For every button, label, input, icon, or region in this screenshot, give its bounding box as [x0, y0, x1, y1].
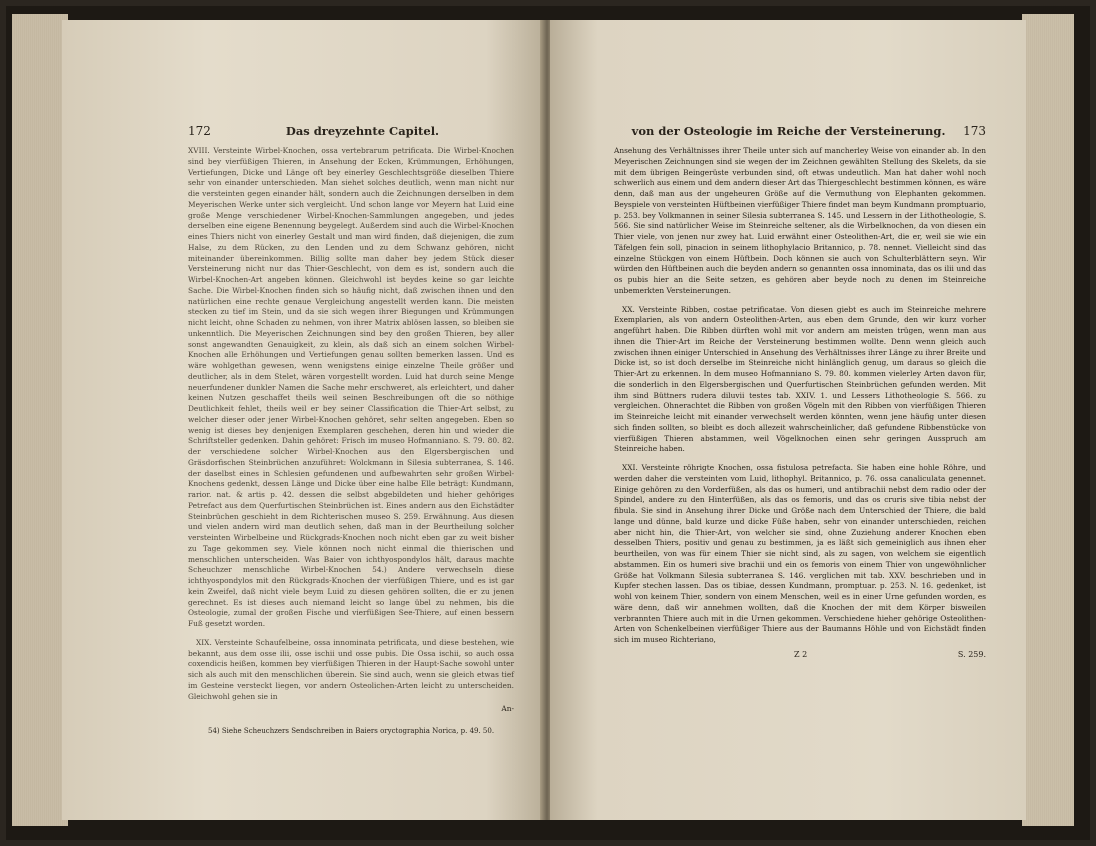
right-paragraph-cont: Ansehung des Verhältnisses ihrer Theile unter sich auf mancherley Weise von einander ab. In den Meyerischen Zeichnungen sind sie wegen der im Zeichnen gewählten Stellung des Skelets, da sie mit dem übrigen Beingerüste verbunden sind, oft etwas undeutlich. Man hat daher wohl noch schwerlich aus einem und dem andern dieser Art das Thiergeschlecht bestimmen können, es wäre denn, daß man aus der ungeheuren Größe auf die Vermuthung von Elephanten gekommen. Beyspiele von versteinten Hüftbeinen vierfüßiger Thiere findet man beym Kundmann promptuario, p. 253. bey Volkmannen in seiner Silesia subterranea S. 145. und Lessern in der Lithotheologie, S. 566. Sie sind natürlicher Weise im Steinreiche seltener, als die Wirbelknochen, da von diesen ein Thier viele, von jenen nur zwey hat. Luid erwähnt einer Osteolithen-Art, die er, weil sie wie ein Täfelgen fein soll, pinacion in seinem lithophylacio Britannico, p. 78. nennet. Vielleicht sind das einzelne Stückgen von einem Hüftbein. Doch können sie auch von Schulterblättern seyn. Wir würden den Hüftbeinen auch die beyden andern so genannten ossa innominata, das os ilii und das os pubis hier an die Seite setzen, es gehören aber beyde noch zu denen im Steinreiche unbemerkten Versteinerungen. — [614, 146, 986, 295]
right-page-edges — [1022, 14, 1074, 826]
right-running-head — [614, 124, 986, 138]
left-running-head — [188, 124, 514, 138]
left-paragraph-xviii: XVIII. Versteinte Wirbel-Knochen, ossa vertebrarum petrificata. Die Wirbel-Knochen sind bey vierfüßigen Thieren, in Ansehung der Ecken, Krümmungen, Erhöhungen, Vertiefungen, Dicke und Länge oft bey einerley Geschlechtsgröße dieselben Thiere sehr von einander unterschieden. Man siehet solches deutlich, wenn man nicht nur die versteinten gegen einander hält, sondern auch die Zeichnungen derselben in dem Meyerischen Werke unter sich vergleicht. Und schon lange vor Meyern hat Luid eine große Menge verschiedener Wirbel-Knochen-Sammlungen angegeben, und jedes derselben eine eigene Benennung beygelegt. Außerdem sind auch die Wirbel-Knochen eines Thiers nicht von einerley Gestalt und man wird finden, daß diejenigen, die zum Halse, zu dem Rücken, zu den Lenden und zu dem Schwanz gehören, nicht miteinander übereinkommen. Billig sollte man daher bey jedem Stück dieser Versteinerung nicht nur das Thier-Geschlecht, von dem es ist, sondern auch die Wirbel-Knochen-Art angeben können. Gleichwohl ist beydes keine so gar leichte Sache. Die Wirbel-Knochen finden sich so häufig nicht, daß zwischen ihnen und den natürlichen eine rechte genaue Vergleichung angestellt werden kann. Die meisten stecken zu tief im Stein, und da sie sich wegen ihrer Biegungen und Krümmungen nicht leicht, ohne Schaden zu nehmen, von ihrer Matrix ablösen lassen, so bleiben sie unkenntlich. Die Meyerischen Zeichnungen sind bey den großen Thieren, bey aller sonst angewandten Genauigkeit, zu klein, als daß sich an einem solchen Wirbel-Knochen alle Erhöhungen und Vertiefungen genau sollten bemerken lassen. Und es wäre wohlgethan gewesen, wenn wenigstens einige einzelne Theile größer und deutlicher, als in dem Stelet, wären vorgestellt worden. Luid hat durch seine Menge neuerfundener dunkler Namen die Sache mehr erschweret, als erleichtert, und daher keinen Nutzen geschaffet theils weil seinen Beschreibungen oft die so nöthige Deutlichkeit fehlet, theils weil er bey seiner Classification die Thier-Art selbst, zu welcher dieser oder jener Wirbel-Knochen gehöret, sehr selten angegeben. Eben so wenig ist dieses bey denjenigen Exemplaren geschehen, deren hin und wieder die Schriftsteller gedenken. Dahin gehöret: Frisch im museo Hofmanniano. S. 79. 80. 82. der verschiedene solcher Wirbel-Knochen aus den Elgersbergischen und Gräsdorfischen Steinbrüchen anzuführet: Wolckmann in Silesia subterranea, S. 146. der daselbst eines in Schlesien gefundenen und aufbewahrten sehr großen Wirbel-Knochens gedenkt, dessen Länge und Dicke über eine halbe Elle beträgt: Kundmann, rarior. nat. & artis p. 42. dessen die selbst abgebildeten und hieher gehöriges Petrefact aus dem Querfurtischen Steinbrüchen ist. Eines andern aus den Eichstädter Steinbrüchen geschieht in dem Richterischen museo S. 259. Erwähnung. Aus diesen und vielen andern wird man deutlich sehen, daß man in der Beurtheilung solcher versteinten Wirbelbeine und Rückgrads-Knochen noch nicht eben gar zu weit bisher zu Tage gekommen sey. Viele können noch nicht einmal die thierischen und menschlichen unterscheiden. Was Baier von ichthyospondylos hält, daraus machte Scheuchzer menschliche Wirbel-Knochen 54.) Andere verwechseln diese ichthyospondylos mit den Rückgrads-Knochen der vierfüßigen Thiere, und es ist gar kein Zweifel, daß nicht viele beym Luid zu diesen gehören sollten, die er zu jenen gerechnet. Es ist dieses auch niemand leicht so lange übel zu nehmen, bis die Osteologie, zumal der großen Fische und vierfüßigen See-Thiere, auf einen bessern Fuß gesetzt worden. — [188, 146, 514, 628]
left-page — [62, 20, 544, 820]
right-paragraph-xx: XX. Versteinte Ribben, costae petrificatae. Von diesen giebt es auch im Steinreiche mehrere Exemplarien, als von andern Osteolithen-Arten, aus eben dem Grunde, den wir kurz vorher angeführt haben. Die Ribben dürften wohl mit vor andern am meisten trügen, wenn man aus ihnen die Thier-Art im Reiche der Versteinerung bestimmen wollte. Denn wenn gleich auch zwischen ihnen einiger Unterschied in Ansehung des Verhältnisses ihrer Länge zu ihrer Breite und Dicke ist, so ist doch derselbe im Steinreiche nicht hinlänglich genug, um daraus so gleich die Thier-Art zu erkennen. In dem museo Hofmanniano S. 79. 80. kommen vielerley Arten davon für, die sonderlich in den Elgersbergischen und Querfurtischen Steinbrüchen gefunden werden. Mit ihm sind Büttners rudera diluvii testes tab. XXIV. 1. und Lessers Lithotheologie S. 566. zu vergleichen. Ohnerachtet die Ribben von großen Vögeln mit den Ribben von vierfüßigen Thieren im Steinreiche leicht mit einander verwechselt werden könnten, wenn jene häufig unter diesen sich finden sollten, so bleibt es doch allezeit wahrscheinlicher, daß gefundene Ribbenstücke von vierfüßigen Thieren abstammen, weil Vögelknochen einen sehr geringen Ausspruch am Steinreiche haben. — [614, 304, 986, 454]
left-footnote: 54) Siehe Scheuchzers Sendschreiben in Baiers oryctographia Norica, p. 49. 50. — [208, 727, 495, 736]
right-heading: von der Osteologie im Reiche der Versteinerung. — [631, 124, 946, 138]
left-paragraph-xix: XIX. Versteinte Schaufelbeine, ossa innominata petrificata, und diese bestehen, wie bekannt, aus dem osse ilii, osse ischii und osse pubis. Die Ossa ischii, so auch ossa coxendicis heißen, kommen bey vierfüßigen Thieren in der Haupt-Sache sowohl unter sich als auch mit den menschlichen überein. Sie sind auch, wenn sie gleich etwas tief im Gesteine versteckt liegen, vor andern Osteolichen-Arten leicht zu unterscheiden. Gleichwohl gehen sie in — [188, 637, 514, 701]
signature-mark: Z 2 — [794, 649, 808, 659]
left-catchword: An- — [501, 704, 514, 714]
left-page-number: 172 — [188, 124, 211, 138]
right-page-number: 173 — [963, 124, 986, 138]
right-page — [550, 20, 1026, 820]
left-page-edges — [12, 14, 68, 826]
right-catchword: S. 259. — [957, 649, 986, 659]
right-paragraph-xxi: XXI. Versteinte röhrigte Knochen, ossa fistulosa petrefacta. Sie haben eine hohle Röhre, und werden daher die versteinten vom Luid, lithophyl. Britannico, p. 76. ossa canaliculata genennet. Einige gehören zu den Vorderfüßen, als das os humeri, und antibrachii nebst dem radio oder der Spindel, andere zu den Hinterfüßen, als das os femoris, und das os cruris sive tibia nebst der fibula. Sie sind in Ansehung ihrer Dicke und Größe nach dem Unterschied der Thiere, die bald lange und dünne, bald kurze und dicke Füße haben, sehr von einander unterschieden, reichen aber nicht hin, die Thier-Art, von welcher sie sind, ohne Zuziehung anderer Knochen eben desselben Thiers, positiv und genau zu bestimmen, ja es läßt sich gemeiniglich aus ihnen eher beurtheilen, von was für einem Thier sie nicht sind, als zu sagen, von welchem sie eigentlich abstammen. Ein os humeri sive brachii und ein os femoris von einem Thier von ungewöhnlicher Größe hat Volkmann Silesia subterranea S. 146. verglichen mit tab. XXV. beschrieben und in Kupfer stechen lassen. Das os tibiae, dessen Kundmann, promptuar. p. 253. N. 16. gedenket, ist wohl von keinem Thier, sondern von einem Menschen, weil es in einer Urne gefunden worden, es wäre denn, daß wir annehmen wollten, daß die Knochen der mit dem Körper bisweilen verbrannten Thiere auch mit in die Urnen gekommen. Verschiedene hieher gehörige Osteolithen-Arten von Schenkelbeinen vierfüßiger Thiere aus der Baumanns Höhle und von Eichstädt finden sich im museo Richteriano, — [614, 463, 986, 644]
right-footer — [614, 650, 986, 659]
left-heading: Das dreyzehnte Capitel. — [285, 124, 440, 138]
